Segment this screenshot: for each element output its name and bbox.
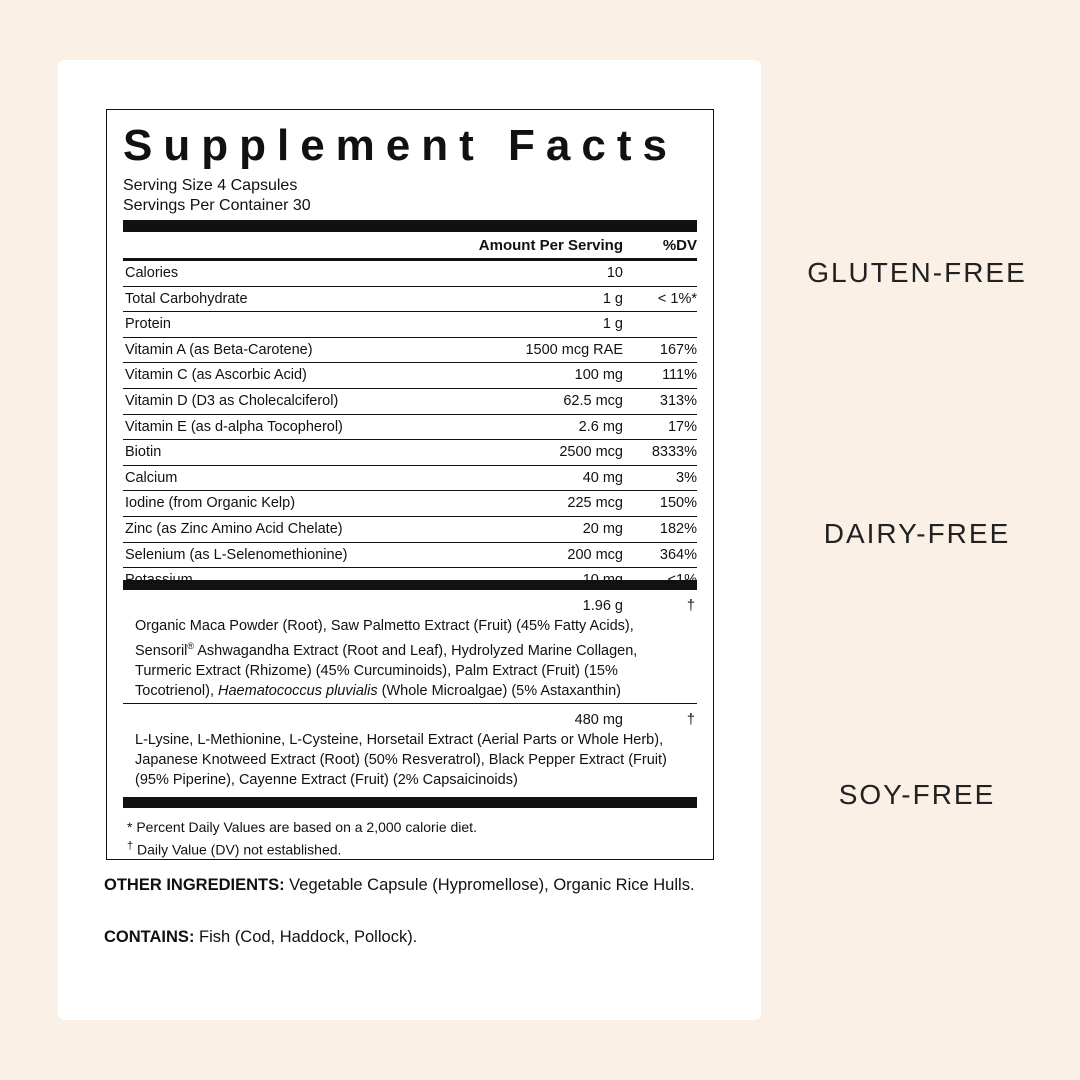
facts-title: Supplement Facts: [123, 121, 678, 170]
nutrient-amount: 1 g: [602, 290, 623, 307]
header-amount: Amount Per Serving: [478, 237, 623, 254]
other-ingredients-text: Vegetable Capsule (Hypromellose), Organic Rice Hulls.: [284, 876, 695, 894]
nutrient-dv: 111%: [662, 367, 697, 384]
nutrient-amount: 62.5 mcg: [563, 392, 623, 409]
table-row: [123, 440, 697, 466]
nutrient-name: Protein: [125, 316, 171, 333]
footnote-dv-basis: * Percent Daily Values are based on a 2,000 calorie diet.: [127, 819, 477, 835]
ingredients-text: (Whole Microalgae) (5% Astaxanthin): [377, 682, 621, 699]
table-row: [123, 287, 697, 313]
blend-ingredients: [135, 616, 675, 701]
serving-info: [123, 176, 311, 216]
supplement-facts-panel: [106, 109, 714, 860]
header-dv: %DV: [662, 237, 697, 254]
nutrient-amount: 2500 mcg: [559, 444, 623, 461]
ingredients-text: Organic Maca Powder (Root), Saw Palmetto Extract (Fruit) (45% Fatty Acids), Sensoril: [135, 618, 634, 659]
nutrient-name: Vitamin A (as Beta-Carotene): [125, 341, 313, 358]
table-row: [123, 517, 697, 543]
registered-mark: ®: [187, 641, 195, 651]
blend-dv: †: [686, 712, 695, 728]
nutrient-dv: 182%: [659, 520, 697, 537]
nutrient-dv: < 1%*: [657, 290, 697, 307]
nutrient-dv: 17%: [667, 418, 697, 435]
blend-dv: †: [686, 598, 695, 614]
nutrient-dv: 150%: [659, 495, 697, 512]
nutrient-name: Biotin: [125, 444, 162, 461]
nutrient-name: Vitamin E (as d-alpha Tocopherol): [125, 418, 343, 435]
nutrient-amount: 1 g: [602, 316, 623, 333]
contains-label: CONTAINS:: [104, 928, 195, 946]
nutrient-amount: 20 mg: [582, 520, 623, 537]
table-row: [123, 389, 697, 415]
nutrient-amount: 200 mcg: [567, 546, 623, 563]
thick-divider: [123, 220, 697, 232]
nutrient-amount: 225 mcg: [567, 495, 623, 512]
nutrient-name: Zinc (as Zinc Amino Acid Chelate): [125, 520, 343, 537]
nutrient-name: Vitamin D (D3 as Cholecalciferol): [125, 392, 339, 409]
dairy-free-badge: DAIRY-FREE: [823, 518, 1011, 549]
column-header: [123, 234, 697, 258]
blend-amount: 1.96 g: [582, 598, 623, 614]
footnote-dv-not-established: [127, 837, 477, 860]
nutrient-name: Vitamin C (as Ascorbic Acid): [125, 367, 307, 384]
nutrient-name: Calcium: [125, 469, 178, 486]
thick-divider: [123, 580, 697, 590]
nutrient-amount: 2.6 mg: [578, 418, 623, 435]
table-row: [123, 543, 697, 569]
table-row: [123, 312, 697, 338]
nutrient-rows: [123, 261, 697, 593]
nutrient-name: Selenium (as L-Selenomethionine): [125, 546, 348, 563]
allergen-contains: [104, 926, 417, 948]
footnote-text: Daily Value (DV) not established.: [133, 841, 342, 858]
ingredients-text: Ashwagandha Extract (Root and Leaf), Hydrolyzed Marine Collagen, Turmeric Extract (Rhizome) (45% Curcuminoids), Palm Extract (Fruit) (15% Tocotrienol),: [135, 642, 638, 699]
table-row: [123, 491, 697, 517]
serving-size: Serving Size 4 Capsules: [123, 177, 298, 194]
table-row: [123, 363, 697, 389]
nutrient-name: Calories: [125, 265, 179, 281]
table-row: [123, 415, 697, 441]
nutrient-amount: 100 mg: [574, 367, 623, 384]
table-row: [123, 466, 697, 492]
ingredients-italic: Haematococcus pluvialis: [218, 682, 378, 699]
footnotes: [127, 818, 477, 860]
thick-divider: [123, 797, 697, 808]
thin-divider: [123, 703, 697, 704]
other-ingredients: [104, 874, 704, 896]
nutrient-dv: 167%: [659, 341, 697, 358]
nutrient-name: Iodine (from Organic Kelp): [125, 495, 296, 512]
nutrient-dv: 313%: [659, 392, 697, 409]
nutrient-dv: 3%: [676, 469, 697, 486]
contains-text: Fish (Cod, Haddock, Pollock).: [194, 928, 418, 946]
soy-free-badge: SOY-FREE: [838, 779, 996, 810]
other-ingredients-label: OTHER INGREDIENTS:: [104, 876, 285, 894]
nutrient-dv: 8333%: [651, 444, 697, 461]
nutrient-name: Total Carbohydrate: [125, 290, 248, 307]
table-row: [123, 338, 697, 364]
gluten-free-badge: GLUTEN-FREE: [807, 257, 1027, 288]
nutrient-amount: 40 mg: [582, 469, 623, 486]
dagger-mark: †: [127, 840, 134, 852]
blend-ingredients: L-Lysine, L-Methionine, L-Cysteine, Horsetail Extract (Aerial Parts or Whole Herb), Japanese Knotweed Extract (Root) (50% Resveratrol), Black Pepper Extract (Fruit) (95% Piperine), Cayenne Extract (Fruit) (2% Capsaicinoids): [135, 732, 667, 788]
blend-amount: 480 mg: [574, 712, 623, 728]
nutrient-amount: 1500 mcg RAE: [525, 341, 623, 358]
nutrient-amount: 10: [606, 265, 623, 281]
servings-per-container: Servings Per Container 30: [123, 197, 311, 214]
nutrient-dv: 364%: [659, 546, 697, 563]
table-row: [123, 261, 697, 287]
